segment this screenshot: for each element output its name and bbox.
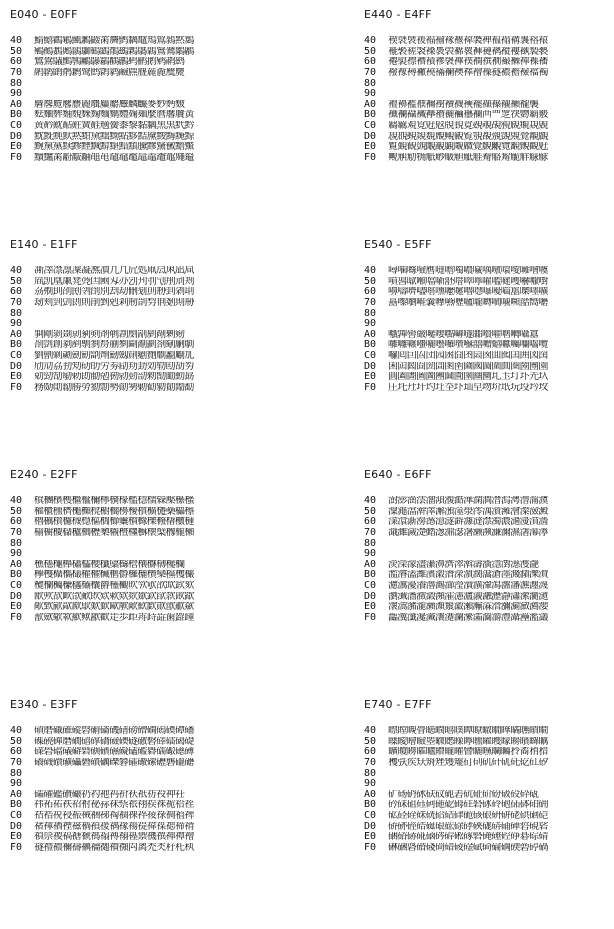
- row-offset-label: 80: [364, 537, 377, 549]
- glyph-cells: 囖囘囙囜団囥囦囧囨囩囪囬囮囯囲図囶: [388, 351, 548, 362]
- glyph-cells: 礏礐礑礒礔礕礖礗礘礙礚礛礜礝礟礠礡: [34, 747, 194, 758]
- glyph-row: [10, 383, 266, 394]
- row-offset-label: 50: [10, 275, 23, 287]
- glyph-row: [10, 496, 266, 507]
- row-offset-label: 50: [364, 735, 377, 747]
- glyph-cells: 祮祰祱祲祳祴祵祶祹祻祼祽祾祿禂禃禆: [34, 811, 194, 822]
- glyph-cells: 覉覊覌覍覎覐覑覒覔覕覗覘覙覛覜覝覞: [388, 121, 548, 132]
- glyph-row: [10, 726, 266, 737]
- row-offset-label: 60: [364, 286, 377, 298]
- row-offset-label: A0: [364, 98, 377, 110]
- glyph-cells: 磼磽磾磿礀礂礃礄礆礇礈礉礊礋礌礍礎: [34, 736, 194, 747]
- code-range-block: [0, 690, 300, 920]
- glyph-cells: 褉褎褏褑褔褕褖褗褘褜褝褞褟褠褢褣褤: [388, 36, 548, 47]
- row-offset-label: 50: [364, 275, 377, 287]
- row-offset-label: 60: [10, 746, 23, 758]
- row-offset-label: B0: [364, 339, 377, 351]
- range-title: E740 - E7FF: [364, 698, 432, 711]
- row-offset-label: 60: [10, 56, 23, 68]
- row-offset-label: 50: [10, 505, 23, 517]
- glyph-row: [10, 47, 266, 58]
- glyph-cells: 剚剛剝剟剠剢剣剤剦剨剫剬剭剮剰剱: [34, 329, 185, 340]
- row-offset-label: 90: [10, 318, 23, 330]
- glyph-row: [364, 330, 608, 341]
- glyph-row: [364, 383, 608, 394]
- glyph-cells: 濈濉濊濋濌濍濎濏濐濑濒濓濔濕濖濗濘: [388, 528, 548, 539]
- row-offset-label: 40: [364, 725, 377, 737]
- glyph-cells: 禛禜禝禞禟禠禡禢禣禤禥禦禨禩禪禫禬: [34, 832, 194, 843]
- glyph-cells: 澲澴澵澷澸澺澻澼澽澾澿濁濃濄濅濆濇: [388, 517, 548, 528]
- row-offset-label: 80: [10, 537, 23, 549]
- row-offset-label: A0: [10, 558, 23, 570]
- glyph-row: [364, 361, 608, 372]
- glyph-row: [364, 790, 608, 801]
- glyph-row: [10, 843, 266, 854]
- glyph-cells: 刕刜刞刟刡刢刣別刦刧刪刬刯刱刲刴刵: [34, 287, 194, 298]
- glyph-cells: 噚噛噝噞噟噠噡噣噥噦噧噭噮噯噰噲噳: [388, 266, 548, 277]
- glyph-table: [10, 36, 266, 163]
- row-offset-label: 40: [364, 495, 377, 507]
- glyph-cells: 櫤櫥櫦櫧櫨櫩櫪櫫櫬櫭櫮櫯櫰櫱櫲櫳櫴: [34, 528, 194, 539]
- row-offset-label: B0: [364, 569, 377, 581]
- glyph-row: [10, 811, 266, 822]
- row-offset-label: 70: [10, 67, 23, 79]
- row-offset-label: D0: [364, 360, 377, 372]
- row-offset-label: A0: [364, 328, 377, 340]
- row-offset-label: 40: [364, 35, 377, 47]
- glyph-cells: 櫓櫔櫕櫖櫗櫘櫙櫚櫛櫜櫝櫞櫟櫠櫡櫢櫣: [34, 517, 194, 528]
- glyph-row: [10, 790, 266, 801]
- glyph-row: [10, 821, 266, 832]
- glyph-row: [364, 549, 608, 560]
- glyph-row: [10, 570, 266, 581]
- row-offset-label: 60: [10, 286, 23, 298]
- glyph-cells: 凮凯凰凲凳凴凷凾刄刅刉刋刌刏刐刓刔: [34, 276, 194, 287]
- glyph-row: [364, 351, 608, 362]
- glyph-cells: 砿硁硂硃硄硆硈硉硊硋硍硏硑硓硔硘硙: [388, 811, 548, 822]
- row-offset-label: A0: [10, 328, 23, 340]
- row-offset-label: 70: [364, 297, 377, 309]
- glyph-row: [10, 121, 266, 132]
- glyph-cells: 襏襐襑襒襓襔襕襖襗襘襙襚襛襜襝襠襡: [388, 68, 548, 79]
- left-column: [0, 0, 300, 920]
- glyph-row: [364, 298, 608, 309]
- glyph-cells: 襢襣襤襥襧襨襩襪襫襬襭襮襯襰襱襲: [388, 99, 539, 110]
- glyph-row: [364, 528, 608, 539]
- glyph-row: [10, 538, 266, 549]
- glyph-cells: 務勚勛勜勝勞勠勡勢勣勥勦勧勨勩勪勫: [34, 382, 194, 393]
- row-offset-label: E0: [364, 601, 377, 613]
- row-offset-label: 80: [10, 767, 23, 779]
- row-offset-label: 50: [364, 505, 377, 517]
- row-offset-label: C0: [10, 810, 23, 822]
- row-offset-label: F0: [364, 151, 377, 163]
- glyph-row: [10, 737, 266, 748]
- row-offset-label: F0: [364, 611, 377, 623]
- row-offset-label: E0: [10, 601, 23, 613]
- glyph-row: [364, 832, 608, 843]
- glyph-cells: 噴噵噷噸噹噺噽噾噿嚀嚁嚂嚃嚄嚇嚈嚉: [388, 276, 548, 287]
- row-offset-label: D0: [10, 820, 23, 832]
- row-offset-label: F0: [10, 611, 23, 623]
- glyph-cells: 劤劥劦劧劮劯劰労劵劶劷劸効劺劻劼劽: [34, 361, 194, 372]
- glyph-row: [364, 142, 608, 153]
- glyph-row: [364, 779, 608, 790]
- glyph-row: [364, 153, 608, 164]
- range-title: E440 - E4FF: [364, 8, 432, 21]
- code-range-block: [0, 0, 300, 230]
- glyph-row: [10, 319, 266, 330]
- glyph-row: [10, 602, 266, 613]
- glyph-row: [10, 340, 266, 351]
- row-offset-label: 80: [10, 307, 23, 319]
- row-offset-label: 60: [364, 56, 377, 68]
- glyph-cells: 矿砀砃砅砆砇砈砉砊砋砎砏砐砓砕砙: [388, 789, 539, 800]
- row-offset-label: B0: [10, 109, 23, 121]
- glyph-cells: 硱硲硳硴硵硶硸硹硺硻硽硾硿碀碁碂碃: [388, 832, 548, 843]
- glyph-row: [10, 57, 266, 68]
- code-range-block: [354, 690, 609, 920]
- row-offset-label: 90: [10, 88, 23, 100]
- glyph-row: [10, 36, 266, 47]
- row-offset-label: B0: [364, 109, 377, 121]
- row-offset-label: B0: [10, 339, 23, 351]
- row-offset-label: E0: [364, 831, 377, 843]
- glyph-table: [10, 496, 266, 623]
- row-offset-label: 40: [10, 35, 23, 47]
- glyph-cells: 黕黖黗默黙黚黛黜黝點黟黠黡黢黣黤黥: [34, 131, 194, 142]
- row-offset-label: 40: [10, 725, 23, 737]
- glyph-row: [364, 89, 608, 100]
- glyph-row: [364, 507, 608, 518]
- row-offset-label: D0: [364, 820, 377, 832]
- glyph-row: [364, 287, 608, 298]
- row-offset-label: 40: [10, 495, 23, 507]
- glyph-cells: 瞸瞹瞺瞼瞾矀矁矂矃矄矅矆矇矈矉矊矋: [388, 736, 548, 747]
- glyph-cells: 祎祏祐祑祒祔祕祘祙祡祣祤祦祩祪祫祬: [34, 800, 194, 811]
- row-offset-label: 40: [10, 265, 23, 277]
- glyph-cells: 勀勁勂勄勅勆勈勊勌勍勎勏勑勓勔動勗: [34, 372, 194, 383]
- glyph-cells: 磧磨磩磪磫磬磭磮磯磰磱磳磵磶磸磹磻: [34, 726, 194, 737]
- glyph-cells: 黦黧黨黩黪黫黬黭黮黯黰黱黲黳黴黵黶: [34, 142, 194, 153]
- glyph-table: [364, 726, 608, 853]
- row-offset-label: F0: [10, 381, 23, 393]
- row-offset-label: 70: [10, 757, 23, 769]
- glyph-cells: 剳剴創剶剷剸剹剺剻剼剾劀劃劄劅劆劇: [34, 340, 194, 351]
- code-range-block: [0, 460, 300, 690]
- code-range-block: [354, 0, 609, 230]
- row-offset-label: 40: [364, 265, 377, 277]
- glyph-row: [10, 100, 266, 111]
- glyph-row: [10, 591, 266, 602]
- glyph-cells: 黷黸黹黺黻黼黽黾黿鼀鼁鼂鼃鼄鼅鼆鼇: [34, 152, 194, 163]
- glyph-cells: 觍觓觔觕觗觘觙觛觝觟觠觡觢觤觧觨觩: [388, 152, 548, 163]
- range-title: E240 - E2FF: [10, 468, 78, 481]
- row-offset-label: 80: [10, 77, 23, 89]
- glyph-cells: 劉劊劋劌劍劎劏劑劒劔劕劖劗劘劙劚劜: [34, 351, 194, 362]
- glyph-row: [10, 131, 266, 142]
- glyph-cells: 嚞嚟嚠嚡嚢嚤嚥嚦嚧嚨嚩嚪嚫嚬嚭嚮嚰: [388, 298, 548, 309]
- glyph-row: [10, 110, 266, 121]
- glyph-cells: 欅欆欇欈欉權欋欌欍欎欏欐欑欒欓欔欕: [34, 570, 194, 581]
- glyph-cells: 瀶瀷瀸瀺瀻瀼瀽瀾瀿灀灁灂灃灄灅灆灇: [388, 612, 548, 623]
- row-offset-label: E0: [364, 141, 377, 153]
- glyph-row: [10, 507, 266, 518]
- glyph-row: [364, 613, 608, 624]
- glyph-row: [364, 800, 608, 811]
- row-offset-label: D0: [10, 130, 23, 142]
- glyph-row: [364, 758, 608, 769]
- glyph-cells: 櫂櫃櫄櫅櫆櫇櫈櫉櫊櫋櫌櫍櫎櫏櫐櫑櫒: [34, 506, 194, 517]
- glyph-cells: 凘凙凚凛凜凝凞凟凢凣凥処凧凨凩凪凬: [34, 266, 194, 277]
- glyph-cells: 刼刾剄剅剆則剈剉剋剎剏剒剓剕剗剘剙: [34, 298, 194, 309]
- glyph-row: [364, 308, 608, 319]
- glyph-cells: 麮麯麰麱麲麳麴麵麶麷麹麺麼麿黁黂黃: [34, 110, 194, 121]
- row-offset-label: 50: [10, 735, 23, 747]
- row-offset-label: E0: [10, 831, 23, 843]
- glyph-cells: 襳襴襵襶襷襸襹襺襼襽襾覀覂覄覅覇覈: [388, 110, 548, 121]
- glyph-row: [10, 153, 266, 164]
- glyph-cells: 鷺鷽鸃鸇鸋鸍鸔鸘鸜鸝鹀鹂鹅鹓鹔鹚: [34, 57, 185, 68]
- glyph-row: [364, 319, 608, 330]
- range-title: E640 - E6FF: [364, 468, 432, 481]
- glyph-row: [10, 361, 266, 372]
- range-title: E040 - E0FF: [10, 8, 78, 21]
- row-offset-label: F0: [364, 381, 377, 393]
- row-offset-label: C0: [10, 120, 23, 132]
- range-title: E340 - E3FF: [10, 698, 78, 711]
- row-offset-label: 60: [364, 516, 377, 528]
- code-range-block: [0, 230, 300, 460]
- row-offset-label: F0: [10, 151, 23, 163]
- row-offset-label: C0: [364, 580, 377, 592]
- glyph-row: [10, 800, 266, 811]
- glyph-cells: 嚊嚋嚌嚍嚐嚑嚒嚔嚕嚖嚗嚘嚙嚚嚛嚜嚝: [388, 287, 548, 298]
- row-offset-label: 70: [364, 757, 377, 769]
- glyph-row: [10, 89, 266, 100]
- row-offset-label: A0: [10, 98, 23, 110]
- glyph-row: [10, 528, 266, 539]
- row-offset-label: B0: [364, 799, 377, 811]
- glyph-cells: 硚硛硜硞硟硠硡硢硣硤硥硦硧硨硩硯硰: [388, 821, 548, 832]
- row-offset-label: 70: [10, 297, 23, 309]
- range-title: E540 - E5FF: [364, 238, 432, 251]
- code-range-block: [354, 230, 609, 460]
- glyph-row: [10, 68, 266, 79]
- glyph-cells: 欖欗欘欙欚欛欜欝欞欟欥欦欨欩欪欫欬: [34, 581, 194, 592]
- glyph-row: [10, 549, 266, 560]
- glyph-row: [364, 538, 608, 549]
- glyph-row: [364, 517, 608, 528]
- range-title: E140 - E1FF: [10, 238, 78, 251]
- glyph-row: [10, 298, 266, 309]
- glyph-cells: 瞟瞠瞡瞢瞣瞤瞦瞨瞫瞭瞮瞯瞱瞲瞴瞶瞷: [388, 726, 548, 737]
- glyph-cells: 礵礶礷礸礹礽礿祂祃祄祅祇祊祋祌祍: [34, 789, 185, 800]
- row-offset-label: B0: [10, 799, 23, 811]
- glyph-row: [10, 832, 266, 843]
- row-offset-label: 70: [364, 67, 377, 79]
- glyph-cells: 濙濚濛濜濝濞濟濢濣濤濥濦濧濨濩濪: [388, 559, 539, 570]
- row-offset-label: C0: [364, 350, 377, 362]
- row-offset-label: A0: [364, 788, 377, 800]
- row-offset-label: 90: [364, 778, 377, 790]
- glyph-table: [364, 266, 608, 393]
- glyph-cells: 瀤瀥瀦瀧瀨瀩瀪瀫瀬瀭瀮瀯瀰瀱瀲瀳瀴: [388, 602, 548, 613]
- glyph-row: [364, 726, 608, 737]
- row-offset-label: 70: [364, 527, 377, 539]
- glyph-row: [364, 570, 608, 581]
- glyph-cells: 碄碅碆碈碊碋碏碐碒碔碕碖碙碝碞碠碢: [388, 842, 548, 853]
- glyph-cells: 檱檲檳檴檵檶檷檸檹檺檻檼檽檾檿櫀櫁: [34, 496, 194, 507]
- row-offset-label: D0: [10, 360, 23, 372]
- glyph-row: [364, 560, 608, 571]
- row-offset-label: 70: [10, 527, 23, 539]
- code-range-block: [354, 460, 609, 690]
- glyph-cells: 黄黅黆黇黈黉黊黋黌黍黎黏黐黑黒黓黔: [34, 121, 194, 132]
- row-offset-label: 80: [364, 77, 377, 89]
- row-offset-label: 60: [364, 746, 377, 758]
- glyph-cells: 囃囄囅囆囇囈囉囋囌囍囎囏囐囑囒囓囕: [388, 340, 548, 351]
- row-offset-label: 90: [10, 778, 23, 790]
- glyph-row: [364, 266, 608, 277]
- glyph-row: [364, 496, 608, 507]
- glyph-row: [10, 613, 266, 624]
- glyph-row: [364, 372, 608, 383]
- row-offset-label: E0: [364, 371, 377, 383]
- glyph-table: [10, 726, 266, 853]
- row-offset-label: A0: [364, 558, 377, 570]
- row-offset-label: 60: [10, 516, 23, 528]
- glyph-row: [10, 308, 266, 319]
- row-offset-label: A0: [10, 788, 23, 800]
- glyph-row: [364, 737, 608, 748]
- row-offset-label: 80: [364, 307, 377, 319]
- glyph-cells: 瀏瀐瀒瀓瀔瀕瀖瀗瀘瀙瀜瀝瀞瀟瀠瀡瀢: [388, 591, 548, 602]
- glyph-row: [364, 591, 608, 602]
- glyph-row: [10, 277, 266, 288]
- glyph-row: [10, 78, 266, 89]
- glyph-cells: 圧圫圱圲圴圵圶圷圸圼圽圿坁坃坄坅坆: [388, 382, 548, 393]
- glyph-cells: 澟澠澢澣澤澥澦澨澩澪澫澬澭澮澯澰澱: [388, 506, 548, 517]
- glyph-row: [364, 131, 608, 142]
- row-offset-label: D0: [364, 590, 377, 602]
- glyph-row: [10, 779, 266, 790]
- glyph-cells: 礢礣礥礦礧礨礩礪礫礬礭礮礯礰礱礲礳: [34, 758, 194, 769]
- glyph-cells: 褼褽褾褿襀襂襃襅襆襇襈襉襊襋襌襍襎: [388, 57, 548, 68]
- glyph-cells: 櫵櫶櫷櫸櫹櫺櫻櫼櫽櫾櫿欀欁欂欃欄: [34, 559, 185, 570]
- row-offset-label: F0: [364, 841, 377, 853]
- glyph-row: [10, 330, 266, 341]
- row-offset-label: C0: [364, 810, 377, 822]
- glyph-row: [364, 47, 608, 58]
- glyph-row: [10, 768, 266, 779]
- row-offset-label: 90: [364, 548, 377, 560]
- glyph-row: [10, 372, 266, 383]
- glyph-cells: 鹝鹟鹠鹡鹣鹥鹧鹮鹲鹼麃麆麉麊麌麍: [34, 68, 185, 79]
- glyph-row: [364, 100, 608, 111]
- glyph-cells: 濾濿瀀瀁瀂瀃瀄瀅瀆瀇瀈瀉瀊瀋瀌瀍瀎: [388, 581, 548, 592]
- glyph-cells: 歚歛歜歝歞歟歠歡歨歩歫歬歭歮歯歰歱: [34, 612, 194, 623]
- glyph-cells: 歄歅歈歊歋歍歎歏歐歑歒歓歔歕歖歗歘: [34, 602, 194, 613]
- glyph-row: [10, 560, 266, 571]
- row-offset-label: B0: [10, 569, 23, 581]
- glyph-table: [364, 496, 608, 623]
- row-offset-label: 90: [364, 318, 377, 330]
- glyph-cells: 覱覲観覴覵覶覷覸覹覺覻覼覽覾覿觀觃: [388, 142, 548, 153]
- glyph-row: [10, 517, 266, 528]
- row-offset-label: E0: [10, 141, 23, 153]
- glyph-cells: 欭欮欯欰欱欳欴欵欶欸欻欼欽欿歀歁歂: [34, 591, 194, 602]
- glyph-row: [364, 110, 608, 121]
- row-offset-label: E0: [10, 371, 23, 383]
- row-offset-label: D0: [10, 590, 23, 602]
- glyph-row: [364, 340, 608, 351]
- glyph-row: [364, 747, 608, 758]
- glyph-row: [10, 266, 266, 277]
- row-offset-label: C0: [364, 120, 377, 132]
- glyph-cells: 澍澎澏澐澑澒澓澔澕澖澗澘澙澚澛澝澞: [388, 496, 548, 507]
- glyph-row: [364, 602, 608, 613]
- glyph-row: [364, 768, 608, 779]
- row-offset-label: 50: [364, 45, 377, 57]
- glyph-table: [10, 266, 266, 393]
- glyph-cells: 矡矤矦矨矪矬矱矲矴矵矶矸矹矺矻矼矽: [388, 758, 548, 769]
- row-offset-label: 80: [364, 767, 377, 779]
- glyph-cells: 褦褧褨褩褬褭褮褯褱褲褳褵褷褸褹褺褻: [388, 46, 548, 57]
- glyph-row: [364, 843, 608, 854]
- glyph-table: [364, 36, 608, 163]
- glyph-cells: 鰖鱚鸛鵴鯴鶼鼹黹麡鹯黐鼊鳺鶭鷋黙鶢: [34, 36, 194, 47]
- glyph-cells: 囷囸囻囼圀圁圂圅圇國圌圍圎圏圐圑園: [388, 361, 548, 372]
- glyph-row: [10, 581, 266, 592]
- row-offset-label: D0: [364, 130, 377, 142]
- glyph-cells: 麏麐麑麔麖麗麛麜麝麞麟麣麥麨麪麬: [34, 99, 185, 110]
- glyph-cells: 禭禮禯禰禱禲禴禵禶禷禸禼禿秂秄秅秇: [34, 842, 194, 853]
- glyph-cells: 鵷鵺鶈鶊鶲鶳鶴鶹鶺鷀鷅鷌鷍鷖鷟鷮鷵: [34, 46, 194, 57]
- glyph-row: [364, 121, 608, 132]
- glyph-row: [364, 68, 608, 79]
- glyph-cells: 覟覠覡覢覣覤覥覦覧覨覩覫覬覭覮覯覰: [388, 131, 548, 142]
- glyph-row: [10, 758, 266, 769]
- row-offset-label: 50: [10, 45, 23, 57]
- glyph-row: [364, 78, 608, 89]
- glyph-row: [364, 36, 608, 47]
- row-offset-label: F0: [10, 841, 23, 853]
- row-offset-label: C0: [10, 350, 23, 362]
- glyph-cells: 禇禈禉禋禌禍禎禐禑禒禓禔禕禖禗禘禙: [34, 821, 194, 832]
- glyph-cells: 圓圔圕圖圗團圙圚圛圝圞圠圡圢圤圥圦: [388, 372, 548, 383]
- glyph-row: [364, 57, 608, 68]
- glyph-cells: 濫濬濭濰濱濲濳濴濵濶濷濸濹濺濻濼濽: [388, 570, 548, 581]
- glyph-row: [364, 811, 608, 822]
- right-column: [354, 0, 609, 920]
- row-offset-label: 90: [10, 548, 23, 560]
- glyph-row: [364, 277, 608, 288]
- glyph-cells: 砛砞砠砡砢砤砨砪砫砮砯砱砲砳砵砶砽: [388, 800, 548, 811]
- glyph-cells: 嚱嚲嚳嚴嚵嚶嚸嚹嚺嚻嚽嚾嚿囀囁囂: [388, 329, 539, 340]
- row-offset-label: C0: [10, 580, 23, 592]
- glyph-row: [10, 747, 266, 758]
- glyph-row: [10, 287, 266, 298]
- glyph-row: [10, 351, 266, 362]
- glyph-row: [364, 821, 608, 832]
- glyph-cells: 矌矎矏矐矑矒矓矔矕矖矘矙矚矝矞矟矠: [388, 747, 548, 758]
- row-offset-label: 90: [364, 88, 377, 100]
- glyph-row: [10, 142, 266, 153]
- glyph-row: [364, 581, 608, 592]
